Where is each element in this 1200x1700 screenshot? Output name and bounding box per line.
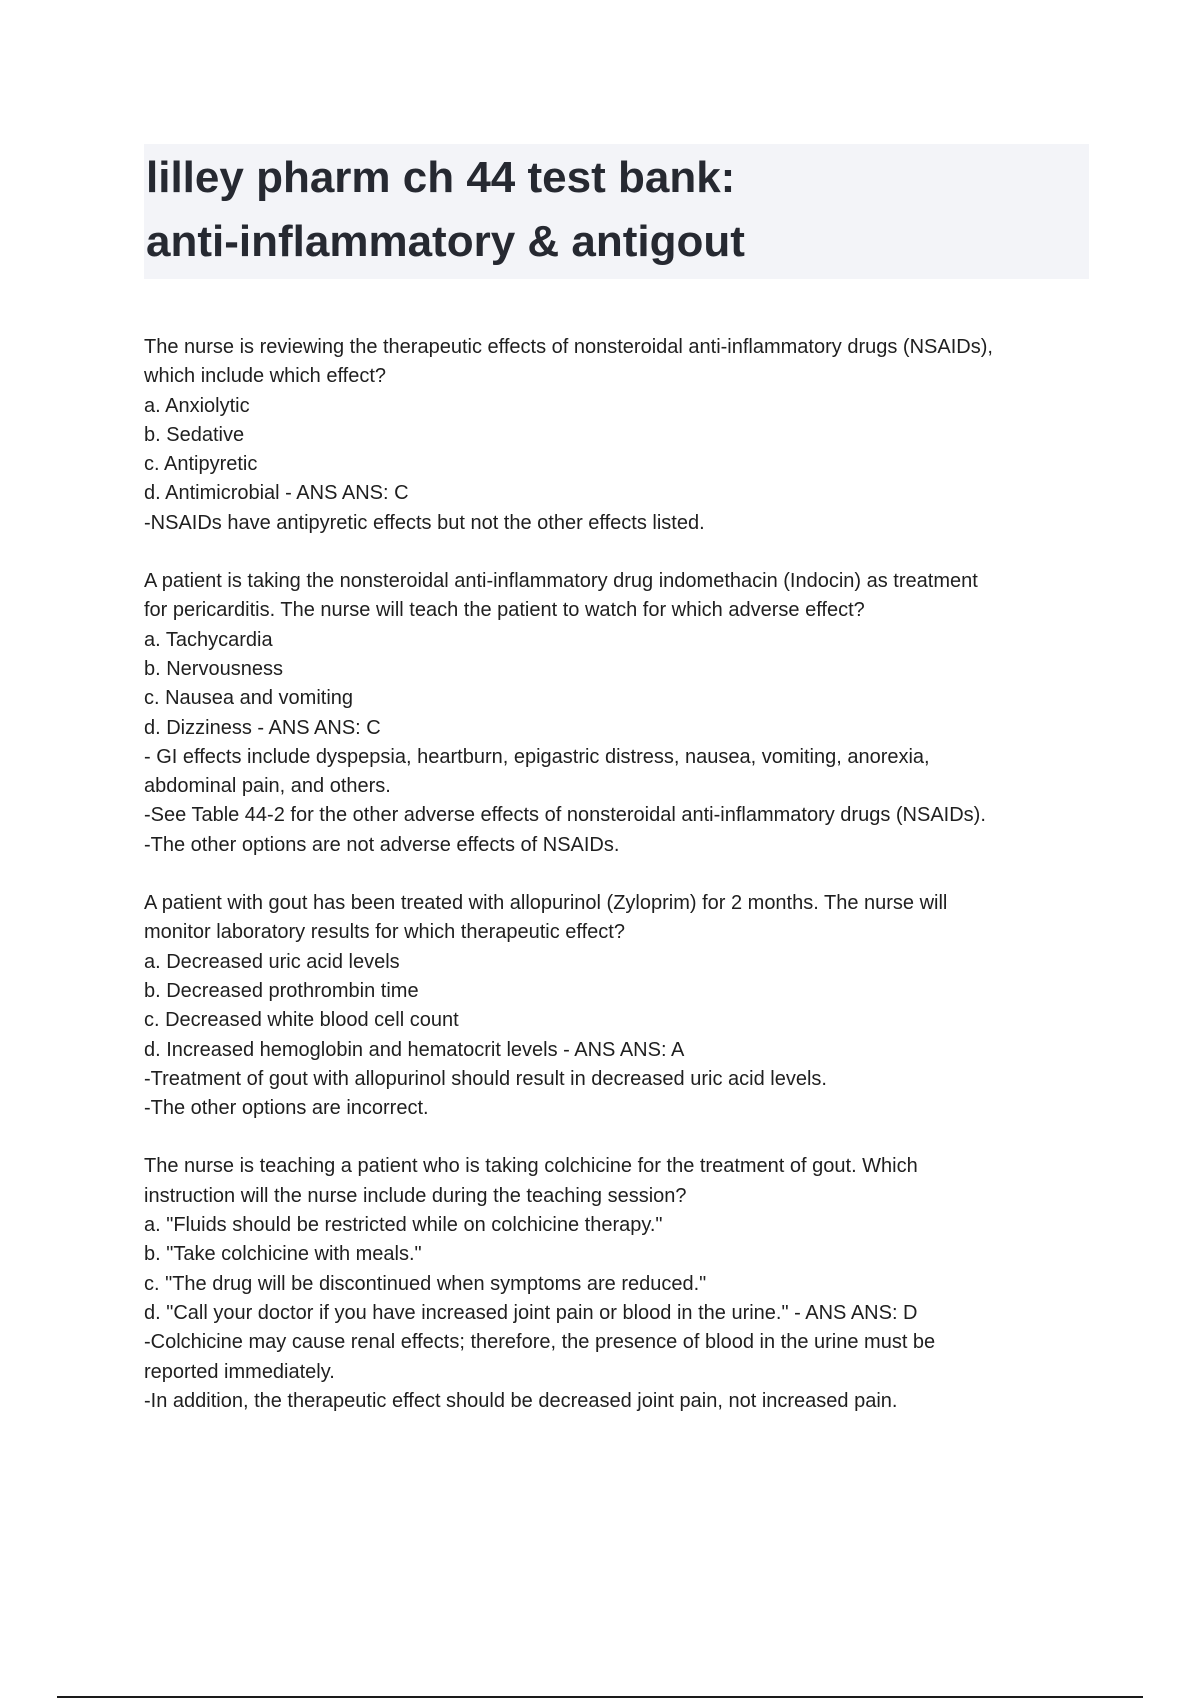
- page-title-line-2: anti-inflammatory & antigout: [146, 217, 745, 266]
- rationale-text: -Treatment of gout with allopurinol should result in decreased uric acid levels.: [144, 1067, 827, 1090]
- question-text: instruction will the nurse include during the teaching session?: [144, 1184, 687, 1207]
- question-text: The nurse is reviewing the therapeutic effects of nonsteroidal anti-inflammatory drugs (NSAIDs),: [144, 336, 993, 358]
- page-title-line-1: lilley pharm ch 44 test bank:: [146, 153, 736, 202]
- question-block-4: [144, 1152, 1094, 1416]
- answer-option-c: c. Antipyretic: [144, 453, 258, 476]
- rationale-text: - GI effects include dyspepsia, heartburn, epigastric distress, nausea, vomiting, anorexia,: [144, 745, 930, 768]
- rationale-text: -The other options are incorrect.: [144, 1097, 429, 1120]
- question-text: A patient is taking the nonsteroidal anti-inflammatory drug indomethacin (Indocin) as treatment: [144, 570, 978, 593]
- answer-option-d: d. Dizziness - ANS ANS: C: [144, 716, 381, 739]
- question-block-1: [144, 333, 1094, 538]
- question-text: which include which effect?: [144, 365, 386, 388]
- answer-option-c: c. Nausea and vomiting: [144, 687, 354, 710]
- question-list: [144, 333, 1094, 1445]
- rationale-text: -See Table 44-2 for the other adverse effects of nonsteroidal anti-inflammatory drugs (NSAIDs).: [144, 804, 986, 827]
- answer-option-b: b. Sedative: [144, 423, 245, 446]
- title-box: [144, 144, 1089, 279]
- footer-divider: [57, 1696, 1143, 1698]
- question-block-3: [144, 889, 1094, 1123]
- rationale-text: -The other options are not adverse effects of NSAIDs.: [144, 833, 620, 856]
- answer-option-d: d. Increased hemoglobin and hematocrit levels - ANS ANS: A: [144, 1038, 685, 1061]
- question-text: A patient with gout has been treated with allopurinol (Zyloprim) for 2 months. The nurse will: [144, 892, 948, 915]
- answer-option-b: b. "Take colchicine with meals.": [144, 1243, 422, 1266]
- answer-option-a: a. Anxiolytic: [144, 394, 250, 417]
- answer-option-c: c. "The drug will be discontinued when symptoms are reduced.": [144, 1272, 707, 1295]
- answer-option-d: d. "Call your doctor if you have increased joint pain or blood in the urine." - ANS ANS: D: [144, 1301, 918, 1324]
- answer-option-b: b. Nervousness: [144, 657, 283, 680]
- rationale-text: -NSAIDs have antipyretic effects but not the other effects listed.: [144, 511, 705, 534]
- rationale-text: -In addition, the therapeutic effect should be decreased joint pain, not increased pain.: [144, 1389, 898, 1412]
- rationale-text: -Colchicine may cause renal effects; therefore, the presence of blood in the urine must be: [144, 1331, 936, 1354]
- question-text: monitor laboratory results for which therapeutic effect?: [144, 921, 625, 944]
- answer-option-d: d. Antimicrobial - ANS ANS: C: [144, 482, 409, 505]
- question-text: The nurse is teaching a patient who is taking colchicine for the treatment of gout. Which: [144, 1155, 918, 1178]
- answer-option-a: a. "Fluids should be restricted while on colchicine therapy.": [144, 1214, 663, 1237]
- answer-option-a: a. Tachycardia: [144, 628, 273, 651]
- answer-option-b: b. Decreased prothrombin time: [144, 979, 419, 1002]
- question-block-2: [144, 567, 1094, 860]
- question-text: for pericarditis. The nurse will teach the patient to watch for which adverse effect?: [144, 599, 865, 622]
- answer-option-c: c. Decreased white blood cell count: [144, 1009, 459, 1032]
- rationale-text: reported immediately.: [144, 1360, 335, 1383]
- answer-option-a: a. Decreased uric acid levels: [144, 950, 400, 973]
- rationale-text: abdominal pain, and others.: [144, 775, 391, 798]
